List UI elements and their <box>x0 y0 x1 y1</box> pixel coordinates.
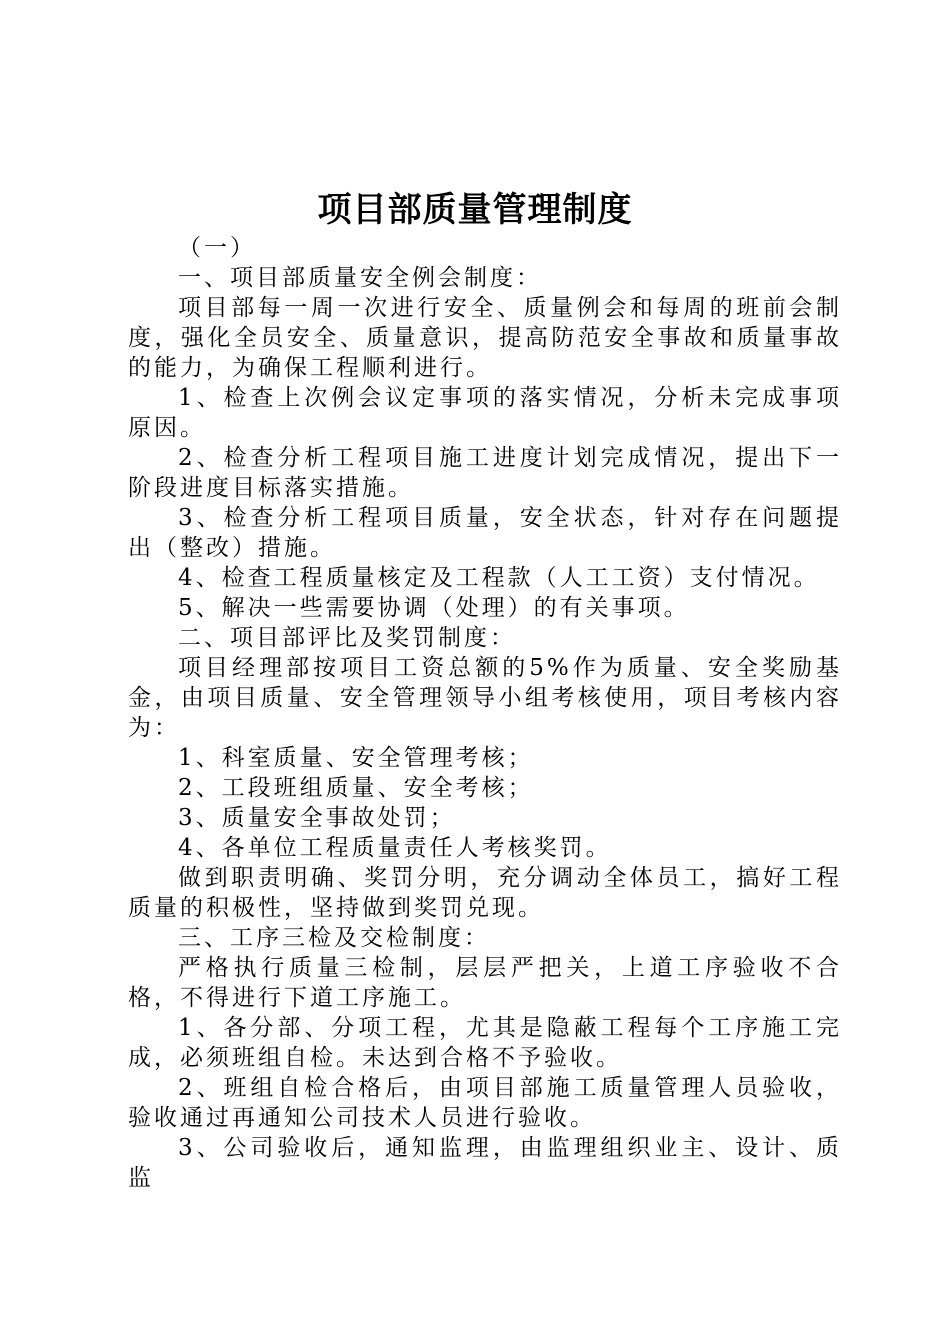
paragraph: 3、检查分析工程项目质量，安全状态，针对存在问题提出（整改）措施。 <box>128 505 842 561</box>
paragraph: 3、质量安全事故处罚； <box>178 805 456 831</box>
document-title: 项目部质量管理制度 <box>317 190 633 230</box>
paragraph: 3、公司验收后，通知监理，由监理组织业主、设计、质监 <box>128 1135 842 1191</box>
paragraph: 2、检查分析工程项目施工进度计划完成情况，提出下一阶段进度目标落实措施。 <box>128 445 842 501</box>
paragraph: 1、科室质量、安全管理考核； <box>178 745 534 771</box>
paragraph-section-marker: （一） <box>178 235 256 261</box>
paragraph: 项目部每一周一次进行安全、质量例会和每周的班前会制度，强化全员安全、质量意识，提高防范安全事故和质量事故的能力，为确保工程顺利进行。 <box>128 295 842 381</box>
paragraph-heading-2: 二、项目部评比及奖罚制度： <box>178 625 516 651</box>
paragraph: 严格执行质量三检制，层层严把关，上道工序验收不合格，不得进行下道工序施工。 <box>128 955 842 1011</box>
paragraph: 2、班组自检合格后，由项目部施工质量管理人员验收，验收通过再通知公司技术人员进行验收。 <box>128 1075 842 1131</box>
paragraph: 1、检查上次例会议定事项的落实情况，分析未完成事项原因。 <box>128 385 842 441</box>
paragraph: 4、各单位工程质量责任人考核奖罚。 <box>178 835 612 861</box>
paragraph: 4、检查工程质量核定及工程款（人工工资）支付情况。 <box>178 565 820 591</box>
paragraph: 5、解决一些需要协调（处理）的有关事项。 <box>178 595 690 621</box>
paragraph: 1、各分部、分项工程，尤其是隐蔽工程每个工序施工完成，必须班组自检。未达到合格不予验收。 <box>128 1015 842 1071</box>
paragraph: 2、工段班组质量、安全考核； <box>178 775 534 801</box>
paragraph-heading-1: 一、项目部质量安全例会制度： <box>178 265 542 291</box>
document-body <box>128 233 842 1193</box>
paragraph: 项目经理部按项目工资总额的5%作为质量、安全奖励基金，由项目质量、安全管理领导小组考核使用，项目考核内容为： <box>128 655 842 741</box>
paragraph-heading-3: 三、工序三检及交检制度： <box>178 925 490 951</box>
paragraph: 做到职责明确、奖罚分明，充分调动全体员工，搞好工程质量的积极性，坚持做到奖罚兑现。 <box>128 865 842 921</box>
